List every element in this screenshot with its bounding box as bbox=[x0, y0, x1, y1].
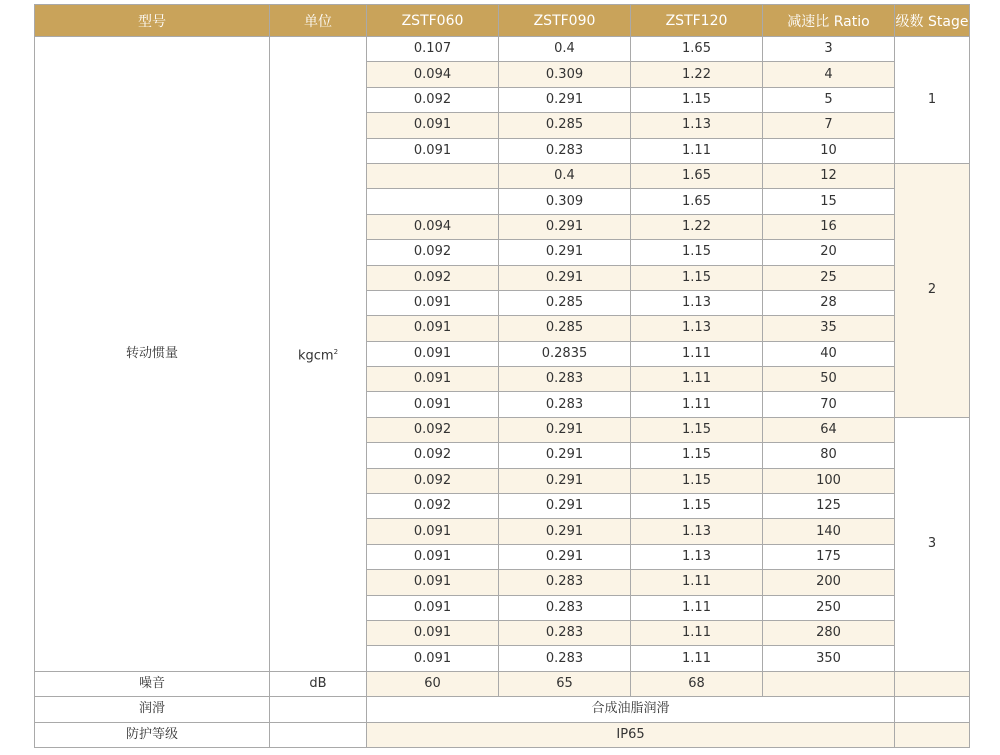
inertia-ratio-cell: 40 bbox=[763, 341, 895, 366]
inertia-zstf120-cell: 1.13 bbox=[631, 544, 763, 569]
inertia-zstf120-cell: 1.11 bbox=[631, 392, 763, 417]
inertia-zstf090-cell: 0.291 bbox=[499, 240, 631, 265]
inertia-ratio-cell: 200 bbox=[763, 570, 895, 595]
inertia-zstf090-cell: 0.291 bbox=[499, 87, 631, 112]
protection-stage-empty bbox=[895, 722, 970, 747]
inertia-ratio-cell: 16 bbox=[763, 214, 895, 239]
inertia-zstf120-cell: 1.11 bbox=[631, 646, 763, 671]
inertia-zstf120-cell: 1.13 bbox=[631, 316, 763, 341]
inertia-zstf060-cell: 0.092 bbox=[367, 494, 499, 519]
noise-label: 噪音 bbox=[35, 671, 270, 696]
inertia-zstf120-cell: 1.15 bbox=[631, 468, 763, 493]
lubrication-row bbox=[35, 697, 970, 722]
inertia-zstf090-cell: 0.309 bbox=[499, 62, 631, 87]
header-zstf090: ZSTF090 bbox=[499, 5, 631, 37]
inertia-zstf090-cell: 0.291 bbox=[499, 544, 631, 569]
protection-label: 防护等级 bbox=[35, 722, 270, 747]
header-unit: 单位 bbox=[270, 5, 367, 37]
inertia-zstf060-cell: 0.091 bbox=[367, 519, 499, 544]
inertia-ratio-cell: 100 bbox=[763, 468, 895, 493]
header-ratio: 减速比 Ratio bbox=[763, 5, 895, 37]
inertia-zstf060-cell: 0.091 bbox=[367, 544, 499, 569]
inertia-ratio-cell: 80 bbox=[763, 443, 895, 468]
noise-unit: dB bbox=[270, 671, 367, 696]
inertia-ratio-cell: 12 bbox=[763, 163, 895, 188]
noise-zstf120: 68 bbox=[631, 671, 763, 696]
inertia-ratio-cell: 280 bbox=[763, 620, 895, 645]
inertia-unit bbox=[270, 37, 367, 672]
inertia-ratio-cell: 250 bbox=[763, 595, 895, 620]
spec-table bbox=[34, 4, 970, 748]
inertia-zstf090-cell: 0.285 bbox=[499, 290, 631, 315]
inertia-zstf060-cell: 0.091 bbox=[367, 316, 499, 341]
inertia-zstf060-cell: 0.091 bbox=[367, 392, 499, 417]
inertia-ratio-cell: 7 bbox=[763, 113, 895, 138]
inertia-ratio-cell: 175 bbox=[763, 544, 895, 569]
inertia-ratio-cell: 125 bbox=[763, 494, 895, 519]
inertia-zstf120-cell: 1.11 bbox=[631, 367, 763, 392]
inertia-zstf060-cell: 0.091 bbox=[367, 646, 499, 671]
inertia-zstf090-cell: 0.2835 bbox=[499, 341, 631, 366]
inertia-zstf090-cell: 0.285 bbox=[499, 113, 631, 138]
inertia-zstf060-cell: 0.092 bbox=[367, 240, 499, 265]
inertia-ratio-cell: 25 bbox=[763, 265, 895, 290]
protection-value: IP65 bbox=[367, 722, 895, 747]
inertia-zstf090-cell: 0.291 bbox=[499, 265, 631, 290]
inertia-zstf060-cell: 0.091 bbox=[367, 367, 499, 392]
inertia-zstf090-cell: 0.4 bbox=[499, 37, 631, 62]
header-zstf060: ZSTF060 bbox=[367, 5, 499, 37]
inertia-zstf090-cell: 0.283 bbox=[499, 367, 631, 392]
inertia-zstf120-cell: 1.65 bbox=[631, 163, 763, 188]
inertia-zstf120-cell: 1.13 bbox=[631, 519, 763, 544]
inertia-zstf060-cell: 0.091 bbox=[367, 570, 499, 595]
inertia-zstf060-cell: 0.092 bbox=[367, 87, 499, 112]
inertia-ratio-cell: 50 bbox=[763, 367, 895, 392]
inertia-zstf060-cell: 0.094 bbox=[367, 62, 499, 87]
inertia-zstf060-cell: 0.091 bbox=[367, 341, 499, 366]
noise-zstf060: 60 bbox=[367, 671, 499, 696]
inertia-zstf060-cell: 0.091 bbox=[367, 138, 499, 163]
lubrication-stage-empty bbox=[895, 697, 970, 722]
inertia-zstf120-cell: 1.15 bbox=[631, 265, 763, 290]
inertia-ratio-cell: 4 bbox=[763, 62, 895, 87]
inertia-zstf060-cell: 0.091 bbox=[367, 595, 499, 620]
inertia-unit-base: kgcm bbox=[297, 348, 334, 364]
stage-cell: 2 bbox=[895, 163, 970, 417]
spec-table-body bbox=[35, 37, 970, 748]
noise-row bbox=[35, 671, 970, 696]
inertia-zstf090-cell: 0.285 bbox=[499, 316, 631, 341]
inertia-zstf120-cell: 1.15 bbox=[631, 87, 763, 112]
inertia-unit-exponent: 2 bbox=[333, 347, 339, 356]
inertia-zstf090-cell: 0.291 bbox=[499, 214, 631, 239]
inertia-ratio-cell: 3 bbox=[763, 37, 895, 62]
lubrication-unit-empty bbox=[270, 697, 367, 722]
inertia-zstf090-cell: 0.291 bbox=[499, 494, 631, 519]
inertia-zstf120-cell: 1.15 bbox=[631, 494, 763, 519]
inertia-zstf120-cell: 1.15 bbox=[631, 443, 763, 468]
inertia-zstf060-cell: 0.092 bbox=[367, 468, 499, 493]
inertia-zstf120-cell: 1.11 bbox=[631, 570, 763, 595]
lubrication-value: 合成油脂润滑 bbox=[367, 697, 895, 722]
protection-unit-empty bbox=[270, 722, 367, 747]
inertia-zstf060-cell bbox=[367, 163, 499, 188]
inertia-zstf090-cell: 0.291 bbox=[499, 468, 631, 493]
noise-ratio-empty bbox=[763, 671, 895, 696]
inertia-zstf090-cell: 0.283 bbox=[499, 392, 631, 417]
inertia-ratio-cell: 140 bbox=[763, 519, 895, 544]
inertia-zstf060-cell: 0.091 bbox=[367, 620, 499, 645]
inertia-zstf060-cell: 0.091 bbox=[367, 113, 499, 138]
inertia-ratio-cell: 35 bbox=[763, 316, 895, 341]
inertia-zstf060-cell: 0.094 bbox=[367, 214, 499, 239]
inertia-ratio-cell: 350 bbox=[763, 646, 895, 671]
inertia-zstf090-cell: 0.283 bbox=[499, 595, 631, 620]
inertia-zstf090-cell: 0.309 bbox=[499, 189, 631, 214]
inertia-ratio-cell: 70 bbox=[763, 392, 895, 417]
header-row bbox=[35, 5, 970, 37]
inertia-ratio-cell: 20 bbox=[763, 240, 895, 265]
inertia-zstf060-cell: 0.092 bbox=[367, 443, 499, 468]
inertia-zstf090-cell: 0.283 bbox=[499, 620, 631, 645]
inertia-zstf090-cell: 0.291 bbox=[499, 443, 631, 468]
inertia-zstf060-cell bbox=[367, 189, 499, 214]
header-zstf120: ZSTF120 bbox=[631, 5, 763, 37]
inertia-ratio-cell: 15 bbox=[763, 189, 895, 214]
inertia-zstf120-cell: 1.13 bbox=[631, 290, 763, 315]
inertia-zstf120-cell: 1.15 bbox=[631, 417, 763, 442]
protection-row bbox=[35, 722, 970, 747]
inertia-zstf090-cell: 0.291 bbox=[499, 417, 631, 442]
inertia-zstf120-cell: 1.11 bbox=[631, 620, 763, 645]
inertia-zstf120-cell: 1.13 bbox=[631, 113, 763, 138]
inertia-ratio-cell: 5 bbox=[763, 87, 895, 112]
inertia-zstf060-cell: 0.092 bbox=[367, 417, 499, 442]
inertia-zstf090-cell: 0.291 bbox=[499, 519, 631, 544]
inertia-zstf120-cell: 1.65 bbox=[631, 37, 763, 62]
stage-cell: 1 bbox=[895, 37, 970, 164]
header-stage: 级数 Stage bbox=[895, 5, 970, 37]
inertia-zstf060-cell: 0.092 bbox=[367, 265, 499, 290]
header-model: 型号 bbox=[35, 5, 270, 37]
inertia-label: 转动惯量 bbox=[35, 37, 270, 672]
noise-stage-empty bbox=[895, 671, 970, 696]
inertia-zstf120-cell: 1.15 bbox=[631, 240, 763, 265]
inertia-zstf120-cell: 1.65 bbox=[631, 189, 763, 214]
inertia-zstf120-cell: 1.22 bbox=[631, 214, 763, 239]
inertia-zstf090-cell: 0.4 bbox=[499, 163, 631, 188]
stage-cell: 3 bbox=[895, 417, 970, 671]
inertia-ratio-cell: 28 bbox=[763, 290, 895, 315]
inertia-ratio-cell: 64 bbox=[763, 417, 895, 442]
noise-zstf090: 65 bbox=[499, 671, 631, 696]
inertia-zstf120-cell: 1.11 bbox=[631, 341, 763, 366]
inertia-zstf120-cell: 1.22 bbox=[631, 62, 763, 87]
inertia-row bbox=[35, 37, 970, 62]
inertia-ratio-cell: 10 bbox=[763, 138, 895, 163]
inertia-zstf090-cell: 0.283 bbox=[499, 138, 631, 163]
inertia-zstf060-cell: 0.091 bbox=[367, 290, 499, 315]
inertia-zstf090-cell: 0.283 bbox=[499, 646, 631, 671]
inertia-zstf120-cell: 1.11 bbox=[631, 138, 763, 163]
lubrication-label: 润滑 bbox=[35, 697, 270, 722]
inertia-zstf120-cell: 1.11 bbox=[631, 595, 763, 620]
inertia-zstf090-cell: 0.283 bbox=[499, 570, 631, 595]
inertia-zstf060-cell: 0.107 bbox=[367, 37, 499, 62]
